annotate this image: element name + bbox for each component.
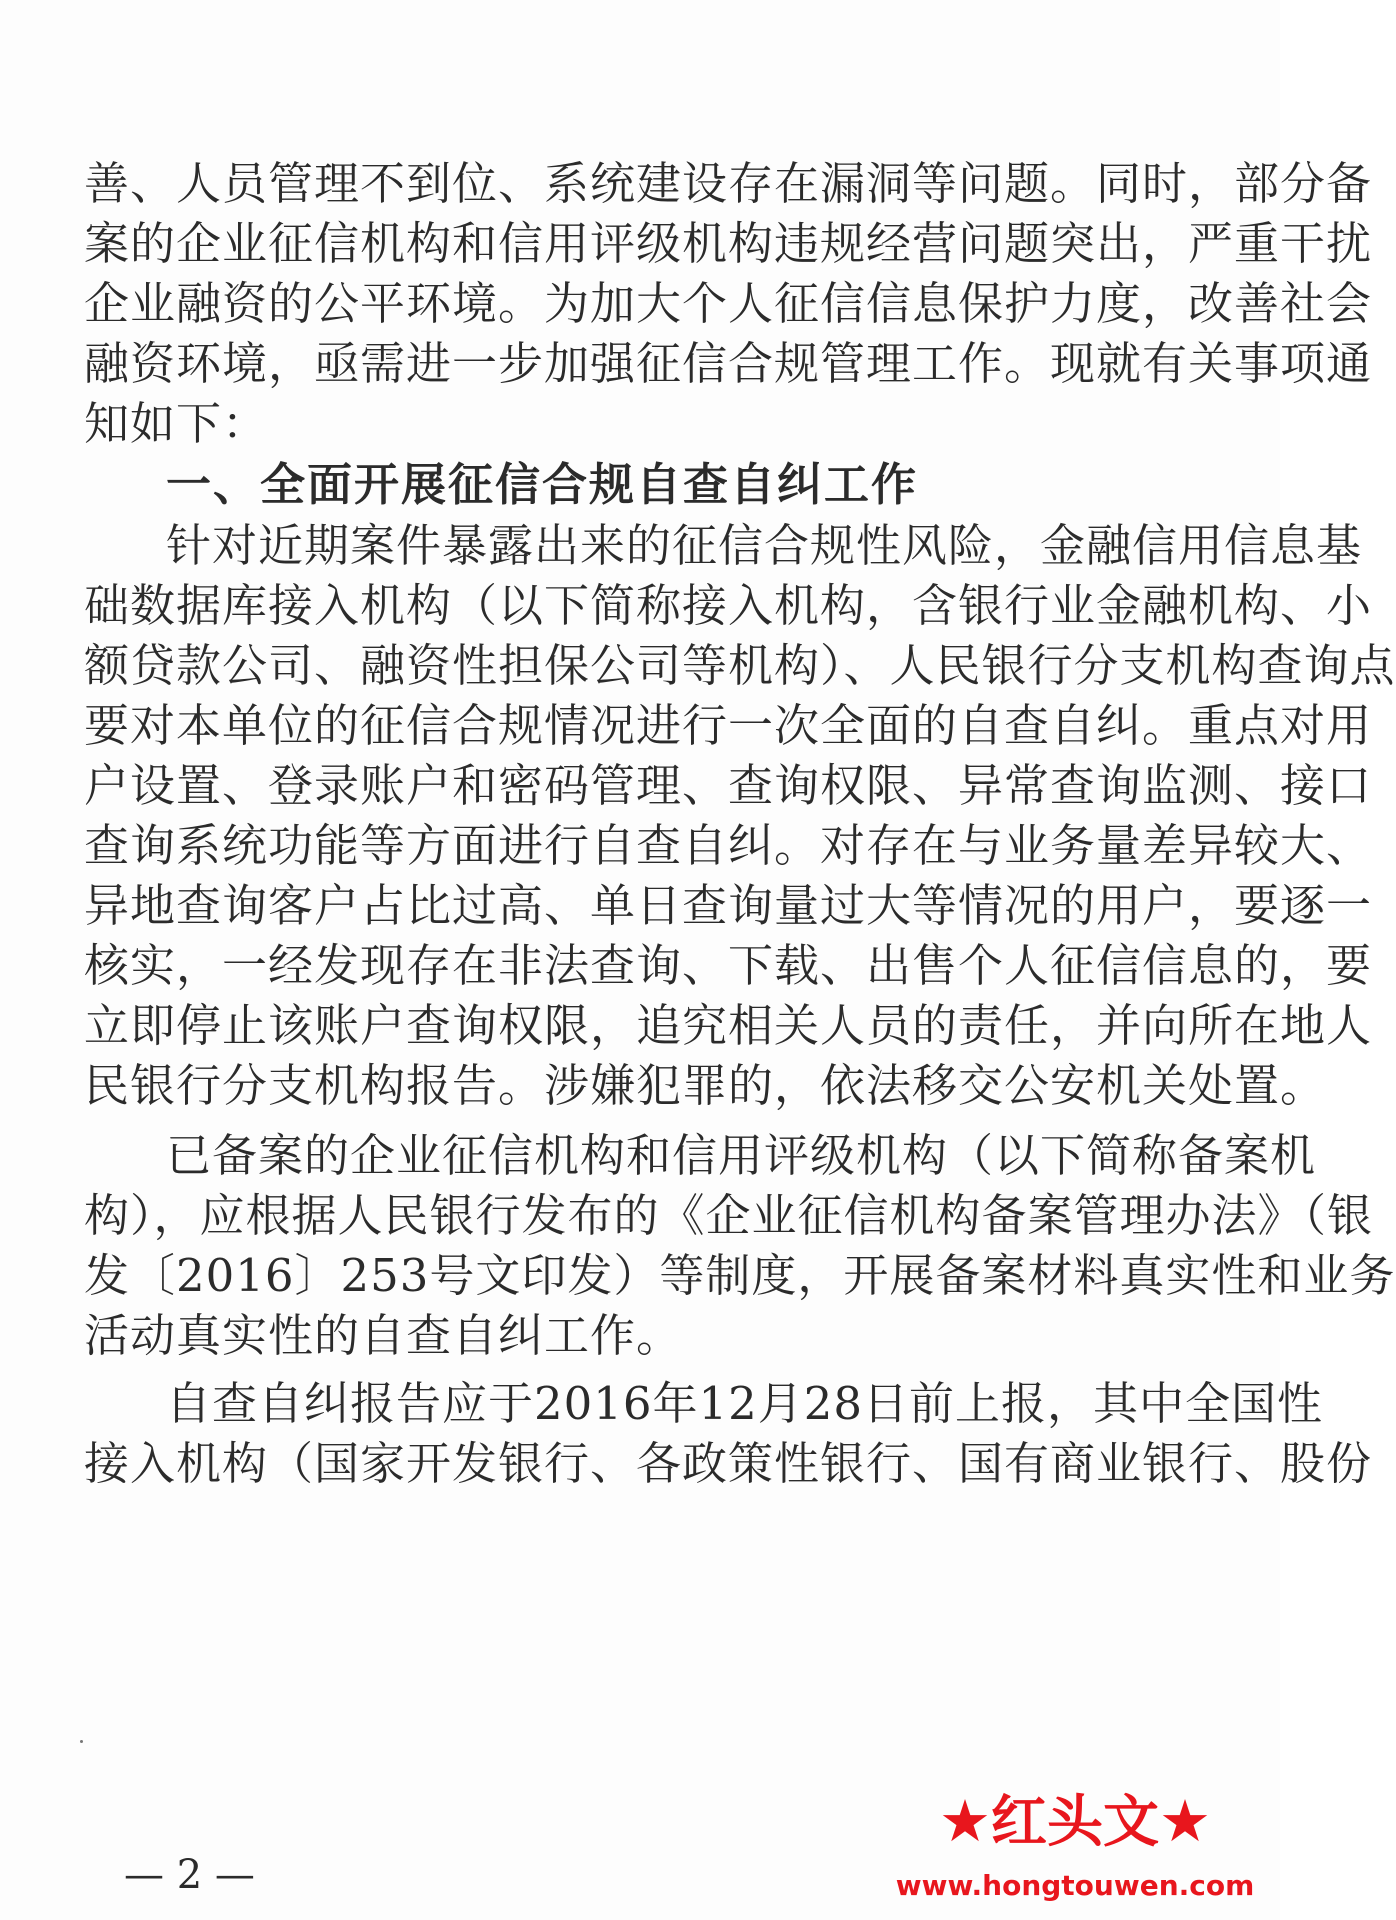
body-line-19: 发〔2016〕253号文印发）等制度，开展备案材料真实性和业务 <box>84 1249 1396 1302</box>
body-line-14: 核实，一经发现存在非法查询、下载、出售个人征信信息的，要 <box>84 939 1373 992</box>
page-number: — 2 — <box>124 1852 255 1898</box>
section-heading: 一、全面开展征信合规自查自纠工作 <box>166 458 919 511</box>
body-line-20: 活动真实性的自查自纠工作。 <box>84 1309 683 1362</box>
body-line-22: 接入机构（国家开发银行、各政策性银行、国有商业银行、股份 <box>84 1437 1373 1490</box>
watermark-title <box>890 1780 1260 1862</box>
body-line-9: 额贷款公司、融资性担保公司等机构）、人民银行分支机构查询点 <box>84 639 1396 692</box>
body-line-10: 要对本单位的征信合规情况进行一次全面的自查自纠。重点对用 <box>84 699 1373 752</box>
body-line-2: 案的企业征信机构和信用评级机构违规经营问题突出，严重干扰 <box>84 217 1373 270</box>
body-line-12: 查询系统功能等方面进行自查自纠。对存在与业务量差异较大、 <box>84 819 1373 872</box>
scan-speck <box>80 1740 83 1743</box>
body-line-16: 民银行分支机构报告。涉嫌犯罪的，依法移交公安机关处置。 <box>84 1059 1327 1112</box>
body-line-5: 知如下： <box>84 397 269 450</box>
body-line-1: 善、人员管理不到位、系统建设存在漏洞等问题。同时，部分备 <box>84 157 1373 210</box>
watermark-text: 红头文 <box>991 1790 1159 1855</box>
star-icon: ★ <box>939 1787 991 1855</box>
body-line-18: 构），应根据人民银行发布的《企业征信机构备案管理办法》（银 <box>84 1189 1374 1242</box>
body-line-13: 异地查询客户占比过高、单日查询量过大等情况的用户，要逐一 <box>84 879 1373 932</box>
body-line-15: 立即停止该账户查询权限，追究相关人员的责任，并向所在地人 <box>84 999 1373 1052</box>
body-line-7: 针对近期案件暴露出来的征信合规性风险，金融信用信息基 <box>166 519 1363 572</box>
body-line-3: 企业融资的公平环境。为加大个人征信信息保护力度，改善社会 <box>84 277 1373 330</box>
body-line-4: 融资环境，亟需进一步加强征信合规管理工作。现就有关事项通 <box>84 337 1373 390</box>
star-icon: ★ <box>1159 1787 1211 1855</box>
watermark <box>890 1780 1260 1910</box>
body-line-11: 户设置、登录账户和密码管理、查询权限、异常查询监测、接口 <box>84 759 1373 812</box>
watermark-url[interactable]: www.hongtouwen.com <box>895 1869 1255 1902</box>
body-line-21: 自查自纠报告应于2016年12月28日前上报，其中全国性 <box>166 1377 1324 1430</box>
body-line-8: 础数据库接入机构（以下简称接入机构，含银行业金融机构、小 <box>84 579 1373 632</box>
body-line-17: 已备案的企业征信机构和信用评级机构（以下简称备案机 <box>166 1129 1317 1182</box>
